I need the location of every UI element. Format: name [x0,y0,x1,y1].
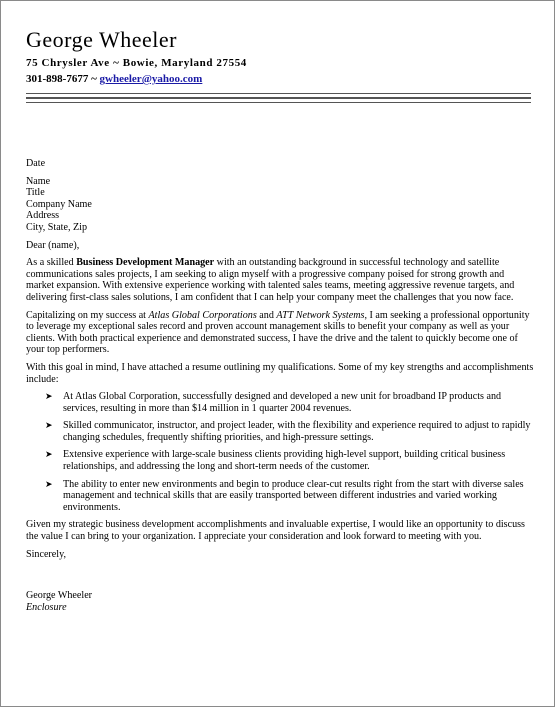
arrow-bullet-icon: ➤ [45,449,53,460]
recipient-address: Address [26,210,60,222]
paragraph-experience: Capitalizing on my success at Atlas Global Corporations and ATT Network Systems, I am seeking a professional opportunity to leverage my exceptional sales record and proven account management skills to benefit your company as well as your clients. With both practical experience and demonstrated success, I have the drive and the talent to quickly become one of your top performers. [26,309,530,356]
strengths-list [26,391,534,513]
salutation: Dear (name), [26,239,80,251]
paragraph-qualifications: With this goal in mind, I have attached a resume outlining my qualifications. Some of my key strengths and accomplishments include: [26,361,534,385]
closing: Sincerely, [26,548,66,560]
recipient-name: Name [26,175,51,187]
list-item: ➤ Extensive experience with large-scale business clients providing high-level support, building critical business relationships, and addressing the long and short-term needs of the customer. [45,449,506,473]
list-item: ➤ At Atlas Global Corporation, successfully designed and developed a new unit for broadband IP products and services, resulting in more than $14 million in 1 quarter 2004 revenues. [45,391,502,414]
header-rule-bottom [26,102,531,103]
enclosure-note: Enclosure [26,601,67,613]
list-item: ➤ Skilled communicator, instructor, and project leader, with the flexibility and experience required to adjust to rapidly changing schedules, frequently shifting priorities, and high-pressure settings. [45,420,531,443]
recipient-city: City, State, Zip [26,221,88,233]
date-line: Date [26,158,46,169]
sender-name: George Wheeler [26,27,177,52]
job-title: Business Development Manager [76,257,215,269]
arrow-bullet-icon: ➤ [45,478,53,489]
company-att: ATT Network Systems [276,309,365,321]
arrow-bullet-icon: ➤ [45,420,53,431]
recipient-company: Company Name [26,198,92,210]
arrow-bullet-icon: ➤ [45,391,53,402]
recipient-title: Title [26,187,45,199]
header-rule-top [26,93,531,94]
paragraph-intro: As a skilled Business Development Manager with an outstanding background in successful technology and satellite communications sales projects, I am seeking to align myself with a progressive company poised for strong growth and market expansion. With extensive experience working with talented sales teams, meeting aggressive revenue targets, and delivering first-class sales solutions, I am confident that I can help your company meet the challenges that you now face. [26,257,515,303]
paragraph-closing: Given my strategic business development accomplishments and invaluable expertise, I would like an opportunity to discuss the value I can bring to your organization. I appreciate your consideration and look forward to meeting with you. [26,519,525,543]
letter-body [26,158,534,613]
header-rule-middle [26,97,531,99]
email-link[interactable]: gwheeler@yahoo.com [99,73,203,85]
sender-contact [26,73,202,85]
sender-phone: 301-898-7677 ~ [26,73,100,85]
sender-address: 75 Chrysler Ave ~ Bowie, Maryland 27554 [26,57,247,69]
company-atlas: Atlas Global Corporations [148,309,257,321]
list-item: ➤ The ability to enter new environments and begin to produce clear-cut results right from the start with diverse sales management and technical skills that are easily transported between different industries and varied working environments. [45,478,524,513]
signature-name: George Wheeler [26,590,93,602]
